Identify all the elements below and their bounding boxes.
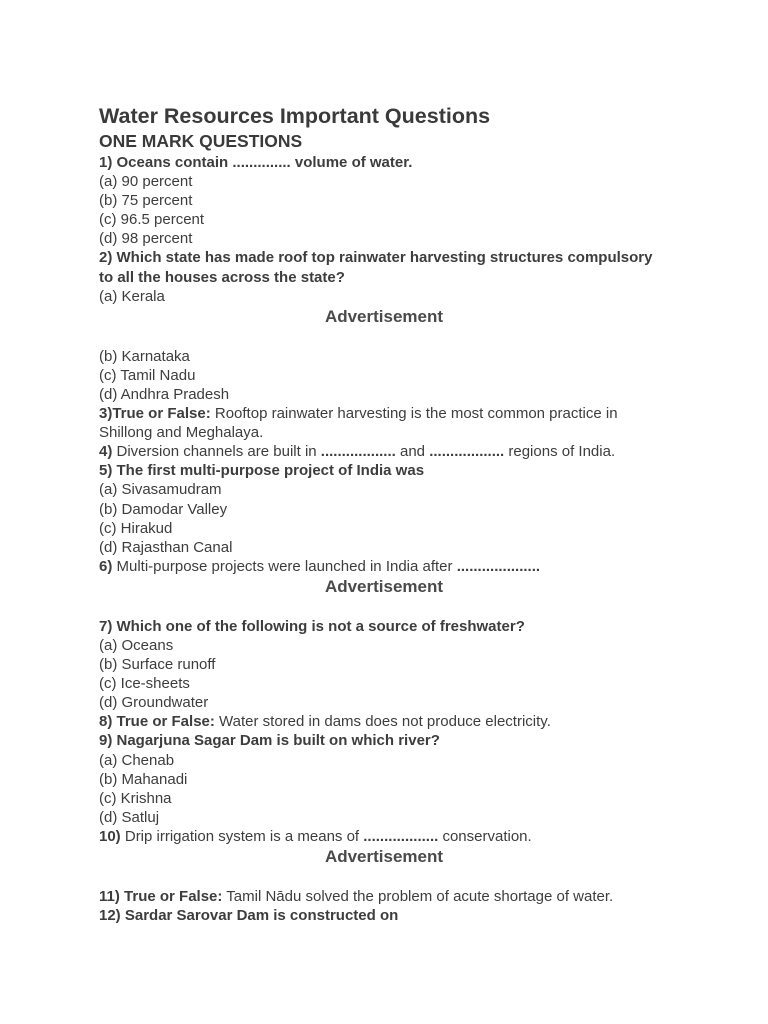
- question-8: [99, 712, 669, 731]
- question-3: [99, 404, 669, 442]
- question-6: [99, 557, 669, 576]
- question-11: [99, 887, 669, 906]
- q2-option-d: (d) Andhra Pradesh: [99, 385, 230, 403]
- question-4: [99, 442, 669, 461]
- question-10: [99, 827, 669, 846]
- q5-option-d: (d) Rajasthan Canal: [99, 538, 233, 556]
- q2-option-c: (c) Tamil Nadu: [99, 366, 196, 384]
- q11-text: Tamil Nādu solved the problem of acute shortage of water.: [222, 888, 614, 905]
- q5-option-b: (b) Damodar Valley: [99, 500, 228, 518]
- q7-option-b: (b) Surface runoff: [99, 656, 216, 674]
- q6-text: Multi-purpose projects were launched in India after: [112, 557, 457, 575]
- document-body: [99, 102, 669, 925]
- question-12: 12) Sardar Sarovar Dam is constructed on: [99, 907, 399, 925]
- q10-text-a: Drip irrigation system is a means of: [120, 827, 364, 845]
- advertisement-label: Advertisement: [324, 306, 444, 326]
- q8-label: 8) True or False:: [99, 713, 215, 731]
- q2-option-a: (a) Kerala: [99, 287, 165, 305]
- q5-option-a: (a) Sivasamudram: [99, 481, 222, 499]
- q9-option-b: (b) Mahanadi: [99, 770, 188, 788]
- advertisement-label: Advertisement: [324, 847, 444, 866]
- q2-option-b: (b) Karnataka: [99, 347, 190, 365]
- q7-option-c: (c) Ice-sheets: [99, 675, 190, 693]
- q3-text: Rooftop rainwater harvesting is the most common practice in Shillong and Meghalaya.: [99, 405, 618, 442]
- q6-blank: ....................: [456, 557, 541, 575]
- q5-option-c: (c) Hirakud: [99, 519, 173, 537]
- q4-text-c: regions of India.: [504, 443, 616, 461]
- q4-blank-2: ..................: [429, 443, 505, 461]
- q7-option-a: (a) Oceans: [99, 636, 174, 654]
- q1-option-c: (c) 96.5 percent: [99, 211, 205, 229]
- page-title: Water Resources Important Questions: [99, 104, 491, 128]
- q4-label: 4): [99, 443, 113, 461]
- q4-text-b: and: [395, 443, 430, 461]
- question-1: 1) Oceans contain .............. volume of water.: [99, 154, 413, 171]
- q10-label: 10): [99, 827, 121, 845]
- q11-label: 11) True or False:: [99, 888, 223, 905]
- advertisement-space: [99, 598, 669, 617]
- question-5: 5) The first multi-purpose project of India was: [99, 462, 425, 480]
- advertisement-label: Advertisement: [324, 576, 444, 596]
- question-7: 7) Which one of the following is not a source of freshwater?: [99, 617, 525, 635]
- q9-option-c: (c) Krishna: [99, 789, 172, 807]
- q8-text: Water stored in dams does not produce electricity.: [214, 713, 551, 731]
- q7-option-d: (d) Groundwater: [99, 694, 209, 712]
- q1-option-a: (a) 90 percent: [99, 173, 193, 191]
- q6-label: 6): [99, 557, 113, 575]
- advertisement-space: [99, 868, 669, 887]
- q9-option-a: (a) Chenab: [99, 751, 175, 769]
- q4-blank-1: ..................: [320, 443, 396, 461]
- q10-blank: ..................: [363, 827, 439, 845]
- q1-option-d: (d) 98 percent: [99, 230, 193, 248]
- section-heading: ONE MARK QUESTIONS: [99, 131, 303, 151]
- q1-option-b: (b) 75 percent: [99, 192, 193, 210]
- q9-option-d: (d) Satluj: [99, 808, 160, 826]
- advertisement-space: [99, 328, 669, 347]
- q4-text-a: Diversion channels are built in: [112, 443, 321, 461]
- question-9: 9) Nagarjuna Sagar Dam is built on which river?: [99, 732, 440, 750]
- q10-text-b: conservation.: [438, 827, 532, 845]
- q3-label: 3)True or False:: [99, 405, 211, 423]
- question-2: 2) Which state has made roof top rainwater harvesting structures compulsory to all the houses across the state?: [99, 249, 653, 286]
